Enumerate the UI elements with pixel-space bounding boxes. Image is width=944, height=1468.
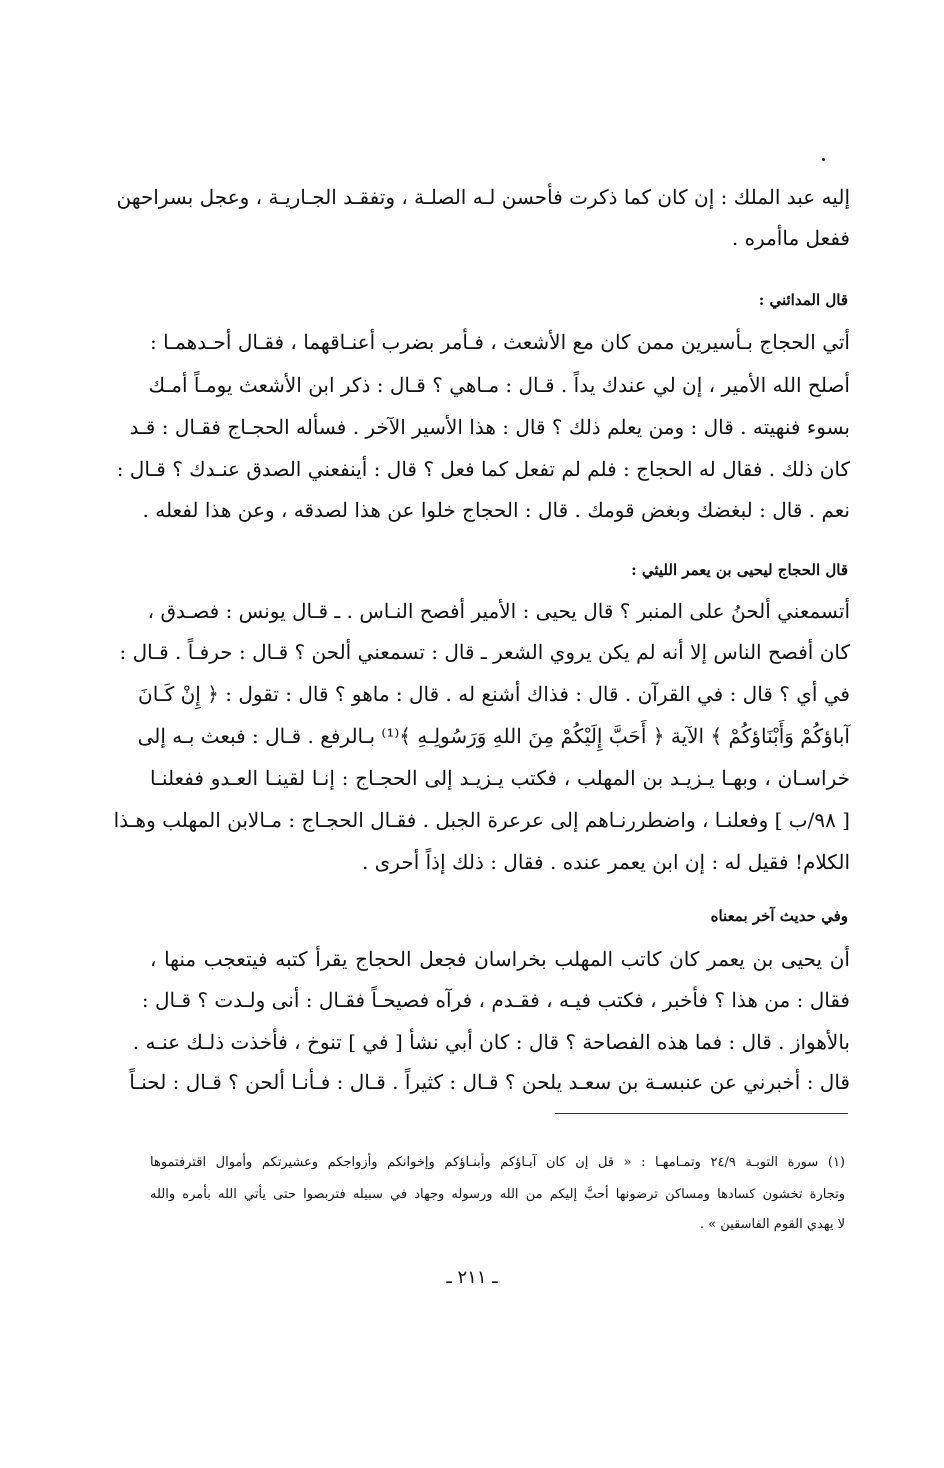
body-line: أتسمعني ألحنُ على المنبر ؟ قال يحيى : الأمير أفصح النـاس . ـ قـال يونس : فصـدق ، (147, 599, 850, 623)
body-line: أن يحيى بن يعمر كان كاتب المهلب بخراسان فجعل الحجاج يقرأ كتبه فيتعجب منها ، (150, 947, 850, 971)
body-line: كان أفصح الناس إلا أنه لم يكن يروي الشعر ـ قال : تسمعني ألحن ؟ قـال : حرفـاً . قـال : (119, 640, 850, 664)
body-line: خراسـان ، وبهـا يـزيـد بن المهلب ، فكتب يـزيـد إلى الحجـاج : إنـا لقينـا العـدو ففعلنـا (150, 766, 850, 790)
section-heading: وفي حديث آخر بمعناه (710, 907, 848, 925)
body-line: في أي ؟ قال : في القرآن . قال : فذاك أشنع له . قال : ماهو ؟ قال : تقول : ﴿ إِنْ كَـانَ (138, 682, 850, 706)
body-line: بالأهواز . قال : فما هذه الفصاحة ؟ قال : كان أبي نشأ [ في ] تنوخ ، فأخذت ذلـك عنـه . (132, 1030, 850, 1054)
body-line: نعم . قال : لبغضك وبغض قومك . قال : الحجاج خلوا عن هذا لصدقه ، وعن هذا لفعله . (142, 498, 850, 522)
footnote-line: لا يهدي القوم الفاسقين » . (699, 1217, 845, 1232)
body-line: [ ٩٨/ب ] وفعلنـا ، واضطررنـاهم إلى عرعرة الجبل . فقـال الحجـاج : مـالابن المهلب وهـذا (113, 808, 850, 832)
body-line: أصلح الله الأمير ، إن لي عندك يداً . قـال : مـاهي ؟ قـال : ذكر ابن الأشعث يومـاً أمـك (148, 373, 850, 397)
footnote-divider (555, 1113, 848, 1114)
body-line: ففعل ماأمره . (731, 226, 850, 250)
body-line: الكلام! فقيل له : إن ابن يعمر عنده . فقال : ذلك إذاً أحرى . (361, 850, 850, 874)
footnote-line: (١) سورة التوبـة ٢٤/٩ وتمـامهـا : « قل إن كان آبـاؤكم وأبنـاؤكم وإخوانكم وأزواجكم وعشيرتكم وأموال اقترفتموها (150, 1155, 845, 1170)
body-line: كان ذلك . فقال له الحجاج : فلم لم تفعل كما فعل ؟ قال : أينفعني الصدق عنـدك ؟ قـال : (116, 457, 850, 481)
body-line: أتي الحجاج بـأسيرين ممن كان مع الأشعث ، فـأمر بضرب أعنـاقهما ، فقـال أحـدهمـا : (150, 330, 850, 354)
page-number: ـ ٢١١ ـ (446, 1267, 498, 1288)
body-line: إليه عبد الملك : إن كان كما ذكرت فأحسن لـه الصلـة ، وتفقـد الجـاريـة ، وعجل بسراحهن (116, 185, 850, 209)
section-heading: قال المدائني : (758, 291, 848, 309)
body-line: قال : أخبرني عن عنبسـة بن سعـد يلحن ؟ قـال : كثيراً . قـال : فـأنـا ألحن ؟ قـال : لحنـاً (129, 1070, 850, 1094)
footnote-line: وتجارة تخشون كسادها ومساكن ترضونها أحبَّ إليكم من الله ورسوله وجهاد في سبيله فتربصوا حتى يأتي الله بأمره والله (150, 1187, 846, 1202)
body-line: آباؤكُمْ وَأَبْنَاؤكُمْ ﴾ الآية ﴿ أَحَبَّ إِلَيْكُمْ مِنَ اللهِ وَرَسُولِـهِ ﴾⁽¹⁾ بـالرفع . قـال : فبعث بـه إلى (137, 724, 850, 748)
body-line: بسوء فنهيته . قال : ومن يعلم ذلك ؟ قال : هذا الأسير الآخر . فسأله الحجـاج فقـال : قـد (129, 415, 850, 439)
stray-dot (822, 158, 825, 161)
body-line: فقال : من هذا ؟ فأخبر ، فكتب فيـه ، فقـدم ، فرآه فصيحـاً فقـال : أنى ولـدت ؟ قـال : (141, 988, 850, 1012)
section-heading: قال الحجاج ليحيى بن يعمر الليثي : (631, 561, 848, 579)
